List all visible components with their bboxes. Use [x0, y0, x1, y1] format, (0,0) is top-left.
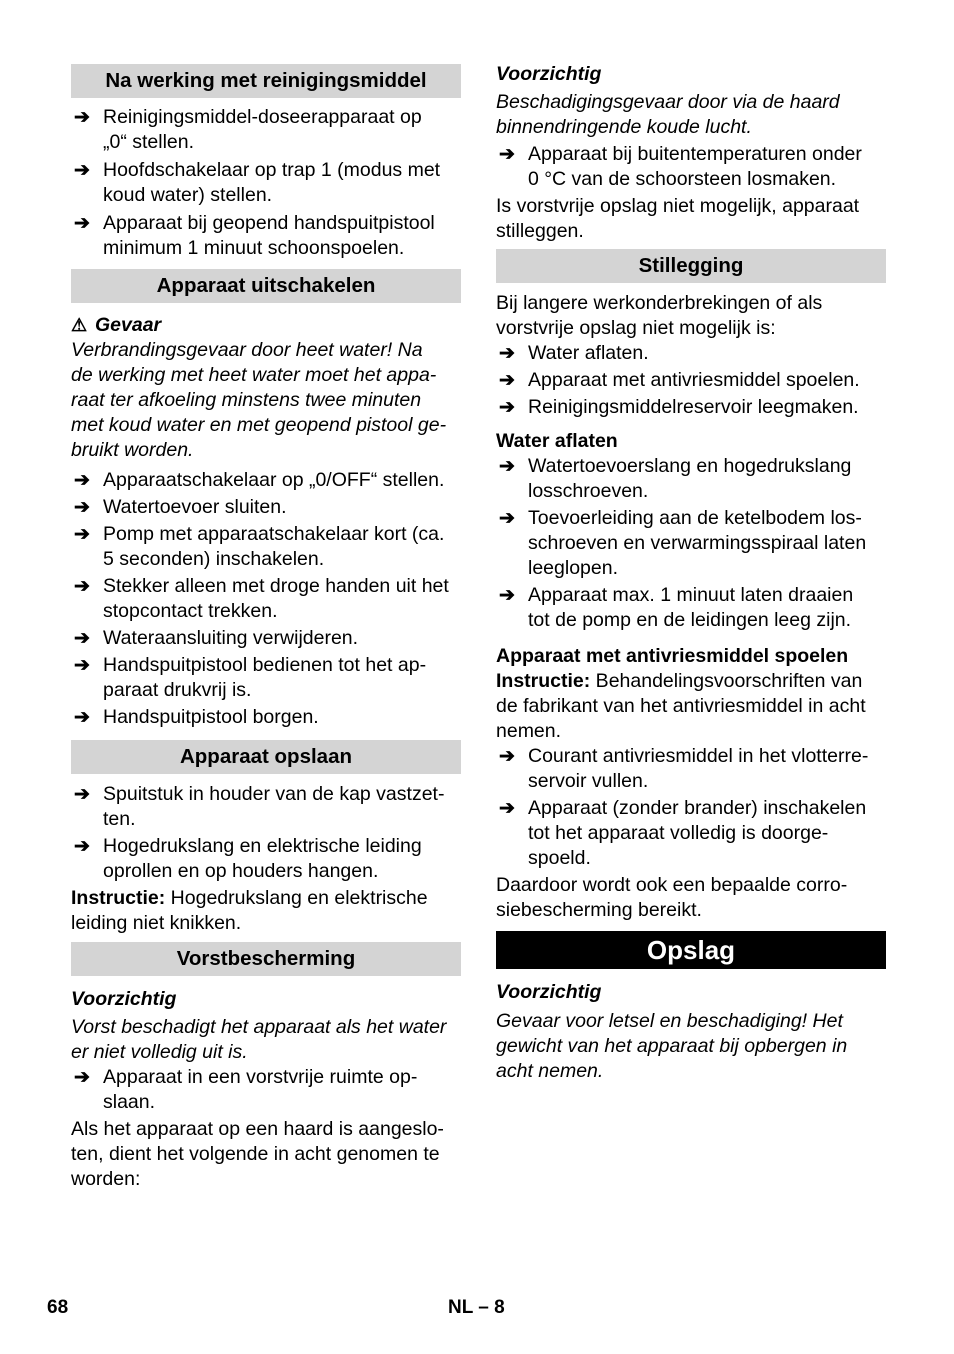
caution-text: Gevaar voor letsel en beschadiging! Het gewicht van het apparaat bij opbergen in acht nemen. — [496, 1010, 848, 1082]
list-item: ➔ Reinigingsmiddelreservoir leegmaken. — [499, 396, 859, 418]
warning-block — [71, 313, 461, 463]
list-item: ➔ Reinigingsmiddel-doseerapparaat op „0“ stellen. — [74, 106, 422, 153]
list-item: ➔ Watertoevoer sluiten. — [74, 496, 287, 518]
arrow-right-icon: ➔ — [499, 370, 515, 391]
subheading-water-aflaten: Water aflaten — [496, 430, 618, 452]
bullet-list — [71, 782, 461, 936]
arrow-right-icon: ➔ — [499, 343, 515, 364]
arrow-right-icon: ➔ — [499, 397, 515, 418]
instruction-note: Instructie: Behandelingsvoorschriften van de fabrikant van het antivriesmiddel in acht nemen. — [496, 670, 866, 742]
bullet-list — [71, 105, 461, 261]
caution-block — [496, 62, 886, 244]
paragraph: Als het apparaat op een haard is aangeslo- ten, dient het volgende in acht genomen te worden: — [71, 1118, 444, 1190]
arrow-right-icon: ➔ — [74, 213, 90, 234]
arrow-right-icon: ➔ — [499, 456, 515, 477]
caution-title: Voorzichtig — [496, 981, 602, 1003]
warning-text: Verbrandingsgevaar door heet water! Na de werking met heet water moet het appa- raat ter afkoeling minstens twee minuten met koud water en met geopend pistool ge- bruikt worden. — [71, 339, 447, 461]
arrow-right-icon: ➔ — [74, 836, 90, 857]
list-item: ➔ Stekker alleen met droge handen uit het stopcontact trekken. — [74, 575, 449, 622]
stillegging-block — [496, 291, 886, 420]
water-aflaten-block — [496, 429, 886, 633]
arrow-right-icon: ➔ — [74, 576, 90, 597]
list-item: ➔ Toevoerleiding aan de ketelbodem los- schroeven en verwarmingsspiraal laten leeglopen. — [499, 507, 867, 579]
arrow-right-icon: ➔ — [74, 470, 90, 491]
arrow-right-icon: ➔ — [74, 497, 90, 518]
arrow-right-icon: ➔ — [499, 746, 515, 767]
arrow-right-icon: ➔ — [499, 144, 515, 165]
list-item: ➔ Hoofdschakelaar op trap 1 (modus met koud water) stellen. — [74, 159, 441, 206]
list-item: ➔ Apparaat in een vorstvrije ruimte op- slaan. — [74, 1066, 418, 1113]
caution-block — [496, 980, 886, 1084]
arrow-right-icon: ➔ — [74, 707, 90, 728]
caution-text: Vorst beschadigt het apparaat als het water er niet volledig uit is. — [71, 1016, 447, 1063]
list-item: ➔ Apparaat max. 1 minuut laten draaien tot de pomp en de leidingen leeg zijn. — [499, 584, 854, 631]
list-item: ➔ Watertoevoerslang en hogedrukslang losschroeven. — [499, 455, 852, 502]
caution-block — [71, 987, 461, 1192]
arrow-right-icon: ➔ — [74, 160, 90, 181]
list-item: ➔ Handspuitpistool borgen. — [74, 706, 319, 728]
bullet-list — [71, 468, 461, 730]
list-item: ➔ Spuitstuk in houder van de kap vastzet- ten. — [74, 783, 445, 830]
caution-text: Beschadigingsgevaar door via de haard binnendringende koude lucht. — [496, 91, 840, 138]
section-heading-na-werking: Na werking met reinigingsmiddel — [71, 64, 461, 98]
list-item: ➔ Wateraansluiting verwijderen. — [74, 627, 359, 649]
arrow-right-icon: ➔ — [74, 107, 90, 128]
section-heading-apparaat-uitschakelen: Apparaat uitschakelen — [71, 269, 461, 303]
paragraph: Bij langere werkonderbrekingen of als vorstvrije opslag niet mogelijk is: — [496, 292, 823, 339]
list-item: ➔ Apparaatschakelaar op „0/OFF“ stellen. — [74, 469, 445, 491]
list-item: ➔ Water aflaten. — [499, 342, 649, 364]
section-heading-apparaat-opslaan: Apparaat opslaan — [71, 740, 461, 774]
arrow-right-icon: ➔ — [74, 784, 90, 805]
list-item: ➔ Courant antivriesmiddel in het vlotterre- servoir vullen. — [499, 745, 869, 792]
arrow-right-icon: ➔ — [499, 508, 515, 529]
paragraph: Daardoor wordt ook een bepaalde corro- siebescherming bereikt. — [496, 874, 848, 921]
section-heading-vorstbescherming: Vorstbescherming — [71, 942, 461, 976]
caution-title: Voorzichtig — [496, 63, 602, 85]
language-page-label: NL – 8 — [448, 1297, 505, 1318]
arrow-right-icon: ➔ — [74, 655, 90, 676]
list-item: ➔ Apparaat (zonder brander) inschakelen tot het apparaat volledig is doorge- spoeld. — [499, 797, 867, 869]
page-number: 68 — [47, 1297, 69, 1318]
warning-triangle-icon: ⚠ — [71, 315, 88, 335]
arrow-right-icon: ➔ — [499, 585, 515, 606]
chapter-heading-opslag: Opslag — [496, 931, 886, 969]
caution-title: Voorzichtig — [71, 988, 177, 1010]
list-item: ➔ Apparaat met antivriesmiddel spoelen. — [499, 369, 860, 391]
paragraph: Is vorstvrije opslag niet mogelijk, apparaat stilleggen. — [496, 195, 860, 242]
arrow-right-icon: ➔ — [499, 798, 515, 819]
antivries-block — [496, 644, 886, 923]
list-item: ➔ Apparaat bij geopend handspuitpistool minimum 1 minuut schoonspoelen. — [74, 212, 435, 259]
arrow-right-icon: ➔ — [74, 628, 90, 649]
subheading-antivries: Apparaat met antivriesmiddel spoelen — [496, 645, 849, 667]
warning-title: ⚠ Gevaar — [71, 314, 162, 336]
list-item: ➔ Apparaat bij buitentemperaturen onder 0 °C van de schoorsteen losmaken. — [499, 143, 862, 190]
instruction-note: Instructie: Hogedrukslang en elektrische leiding niet knikken. — [71, 887, 428, 934]
arrow-right-icon: ➔ — [74, 524, 90, 545]
list-item: ➔ Hogedrukslang en elektrische leiding oprollen en op houders hangen. — [74, 835, 422, 882]
arrow-right-icon: ➔ — [74, 1067, 90, 1088]
section-heading-stillegging: Stillegging — [496, 249, 886, 283]
list-item: ➔ Pomp met apparaatschakelaar kort (ca. 5 seconden) inschakelen. — [74, 523, 445, 570]
list-item: ➔ Handspuitpistool bedienen tot het ap- paraat drukvrij is. — [74, 654, 427, 701]
